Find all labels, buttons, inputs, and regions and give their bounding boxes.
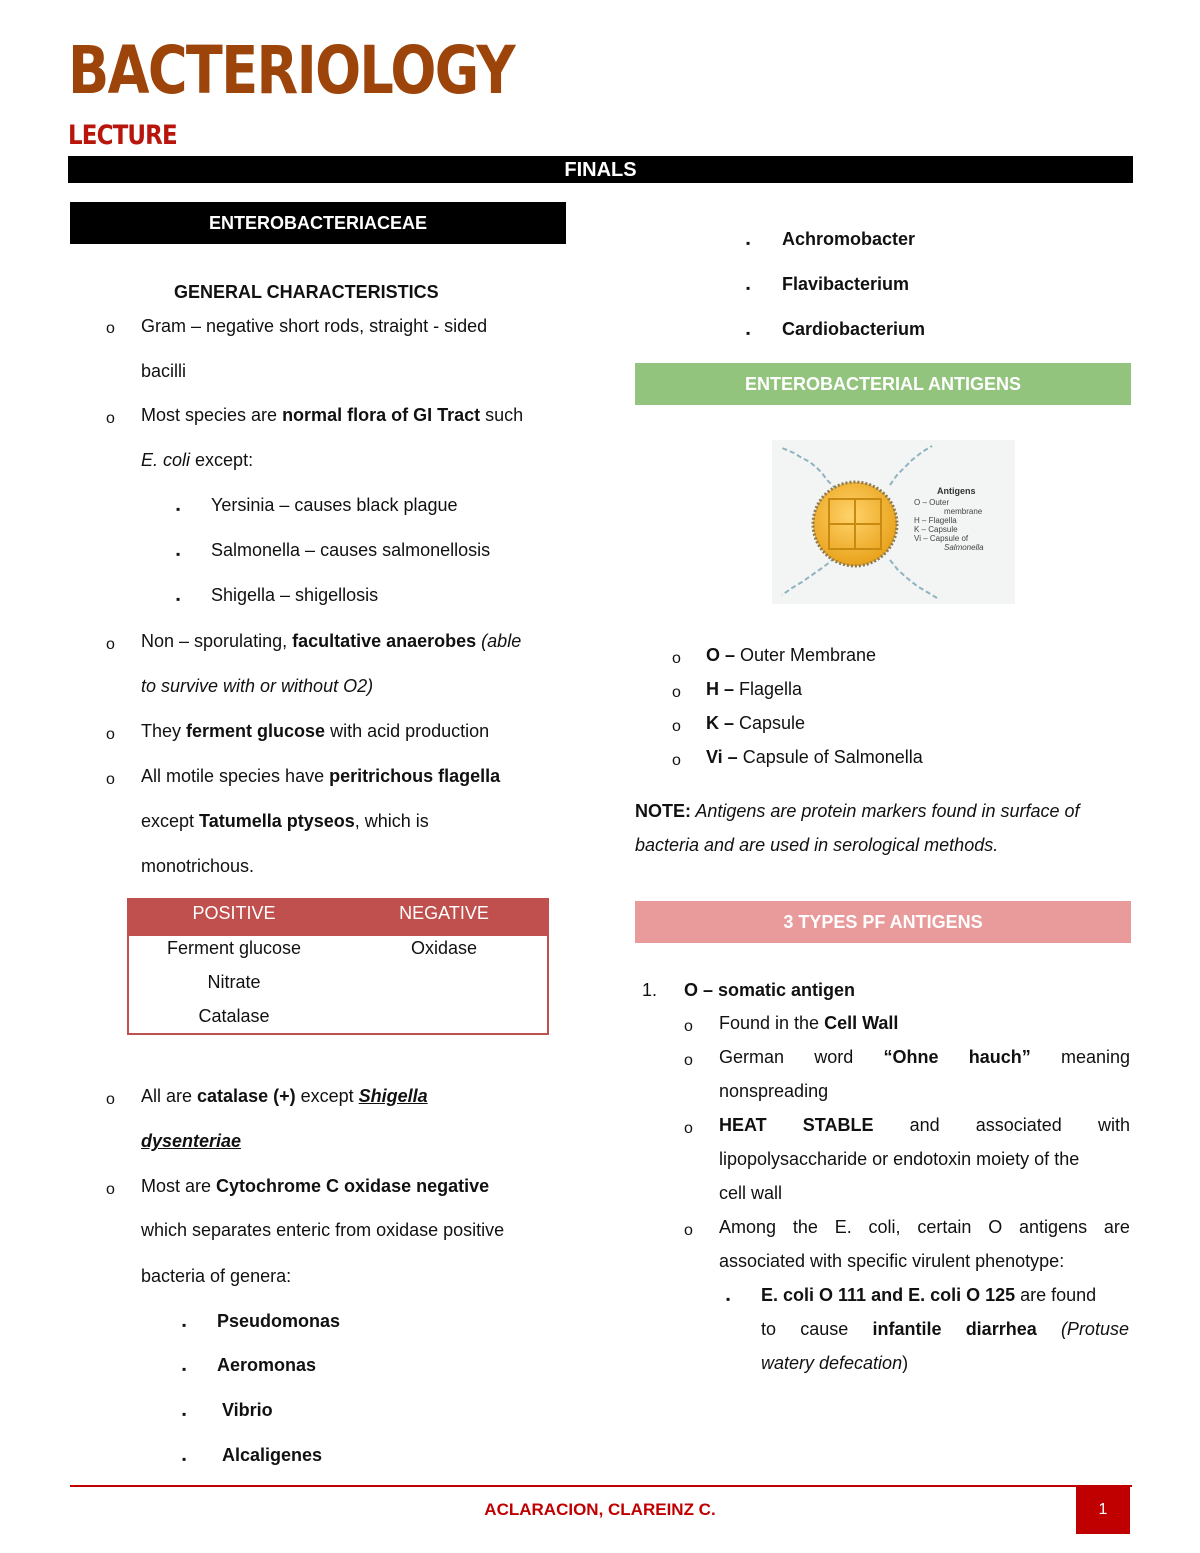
genus-item: Alcaligenes (222, 1445, 323, 1465)
list-item: Shigella – shigellosis (211, 585, 379, 605)
antigen-item: Vi – Capsule of Salmonella (706, 747, 923, 767)
bullet-marker: o (106, 320, 115, 337)
square-bullet: ▪ (182, 1362, 187, 1376)
table-cell: Catalase (198, 1006, 270, 1026)
antigen-diagram (772, 440, 1015, 604)
footer-author: ACLARACION, CLAREINZ C. (484, 1500, 716, 1519)
paragraph-line: Among the E. coli, certain O antigens are (719, 1217, 1130, 1237)
table-cell: Nitrate (207, 972, 261, 992)
item-title: O – somatic antigen (684, 980, 856, 1000)
paragraph-line: to survive with or without O2) (141, 676, 374, 696)
paragraph-line: Non – sporulating, facultative anaerobes (able (141, 631, 522, 651)
document-subtitle: LECTURE (68, 120, 177, 151)
square-bullet: ▪ (726, 1292, 731, 1306)
genus-item: Achromobacter (782, 229, 916, 249)
paragraph-line: German word “Ohne hauch” meaning (719, 1047, 1130, 1067)
square-bullet: ▪ (176, 547, 181, 561)
list-item: Salmonella – causes salmonellosis (211, 540, 491, 560)
square-bullet: ▪ (182, 1452, 187, 1466)
genus-item: Flavibacterium (782, 274, 910, 294)
paragraph-line: dysenteriae (141, 1131, 242, 1151)
antigen-item: H – Flagella (706, 679, 803, 699)
table-header-negative: NEGATIVE (399, 903, 489, 923)
paragraph-line: to cause infantile diarrhea (Protuse (761, 1319, 1129, 1339)
page-number: 1 (1076, 1486, 1130, 1534)
paragraph-line: Found in the Cell Wall (719, 1013, 899, 1033)
paragraph-line: All motile species have peritrichous flagella (141, 766, 501, 786)
note-line: bacteria and are used in serological methods. (635, 835, 999, 855)
subheading-general-characteristics: GENERAL CHARACTERISTICS (174, 282, 439, 302)
square-bullet: ▪ (176, 592, 181, 606)
antigen-item: O – Outer Membrane (706, 645, 877, 665)
paragraph-line: monotrichous. (141, 856, 255, 876)
paragraph-line: associated with specific virulent phenotype: (719, 1251, 1065, 1271)
bullet-marker: o (106, 1181, 115, 1198)
bullet-marker: o (684, 1018, 693, 1035)
bullet-marker: o (684, 1222, 693, 1239)
bullet-marker: o (106, 726, 115, 743)
bullet-marker: o (106, 1091, 115, 1108)
antigen-item: K – Capsule (706, 713, 806, 733)
genus-item: Aeromonas (217, 1355, 317, 1375)
section-heading-antigens: ENTEROBACTERIAL ANTIGENS (635, 363, 1131, 405)
paragraph-line: HEAT STABLE and associated with (719, 1115, 1130, 1135)
bullet-marker: o (672, 718, 681, 735)
figure-title: Antigens (937, 486, 976, 496)
bullet-marker: o (684, 1052, 693, 1069)
paragraph-line: nonspreading (719, 1081, 829, 1101)
paragraph-line: E. coli O 111 and E. coli O 125 are found (761, 1285, 1097, 1305)
note-line: NOTE: Antigens are protein markers found in surface of (635, 801, 1080, 821)
list-item: Yersinia – causes black plague (211, 495, 458, 515)
table-cell: Ferment glucose (166, 938, 302, 958)
square-bullet: ▪ (182, 1318, 187, 1332)
bullet-marker: o (106, 771, 115, 788)
bullet-marker: o (672, 684, 681, 701)
figure-legend: O – Outer membrane H – Flagella K – Capsule Vi – Capsule of Salmonella (914, 498, 984, 552)
square-bullet: ▪ (746, 236, 751, 250)
paragraph-line: lipopolysaccharide or endotoxin moiety of the (719, 1149, 1080, 1169)
section-heading-antigen-types: 3 TYPES PF ANTIGENS (635, 901, 1131, 943)
bullet-marker: o (106, 636, 115, 653)
document-title: BACTERIOLOGY (68, 32, 514, 109)
paragraph-line: Most are Cytochrome C oxidase negative (141, 1176, 490, 1196)
paragraph-line: watery defecation) (761, 1353, 909, 1373)
paragraph-line: bacilli (141, 361, 187, 381)
bullet-marker: o (106, 410, 115, 427)
section-heading-enterobacteriaceae: ENTEROBACTERIACEAE (70, 202, 566, 244)
bullet-marker: o (672, 752, 681, 769)
table-header-positive: POSITIVE (192, 903, 276, 923)
footer-divider (70, 1485, 1132, 1487)
section-bar: FINALS (68, 156, 1133, 183)
square-bullet: ▪ (176, 502, 181, 516)
list-number: 1. (642, 980, 658, 1000)
paragraph-line: which separates enteric from oxidase positive (141, 1220, 505, 1240)
paragraph-line: They ferment glucose with acid production (141, 721, 490, 741)
genus-item: Vibrio (222, 1400, 273, 1420)
positive-negative-table (127, 898, 549, 1035)
square-bullet: ▪ (746, 281, 751, 295)
paragraph-line: except Tatumella ptyseos, which is (141, 811, 429, 831)
paragraph-line: bacteria of genera: (141, 1266, 292, 1286)
paragraph-line: Gram – negative short rods, straight - sided (141, 316, 488, 336)
paragraph-line: All are catalase (+) except Shigella (141, 1086, 428, 1106)
square-bullet: ▪ (182, 1407, 187, 1421)
paragraph-line: cell wall (719, 1183, 783, 1203)
bullet-marker: o (684, 1120, 693, 1137)
genus-item: Pseudomonas (217, 1311, 341, 1331)
paragraph-line: Most species are normal flora of GI Tract such (141, 405, 524, 425)
genus-item: Cardiobacterium (782, 319, 926, 339)
paragraph-line: E. coli except: (141, 450, 254, 470)
bullet-marker: o (672, 650, 681, 667)
square-bullet: ▪ (746, 326, 751, 340)
table-cell: Oxidase (410, 938, 478, 958)
